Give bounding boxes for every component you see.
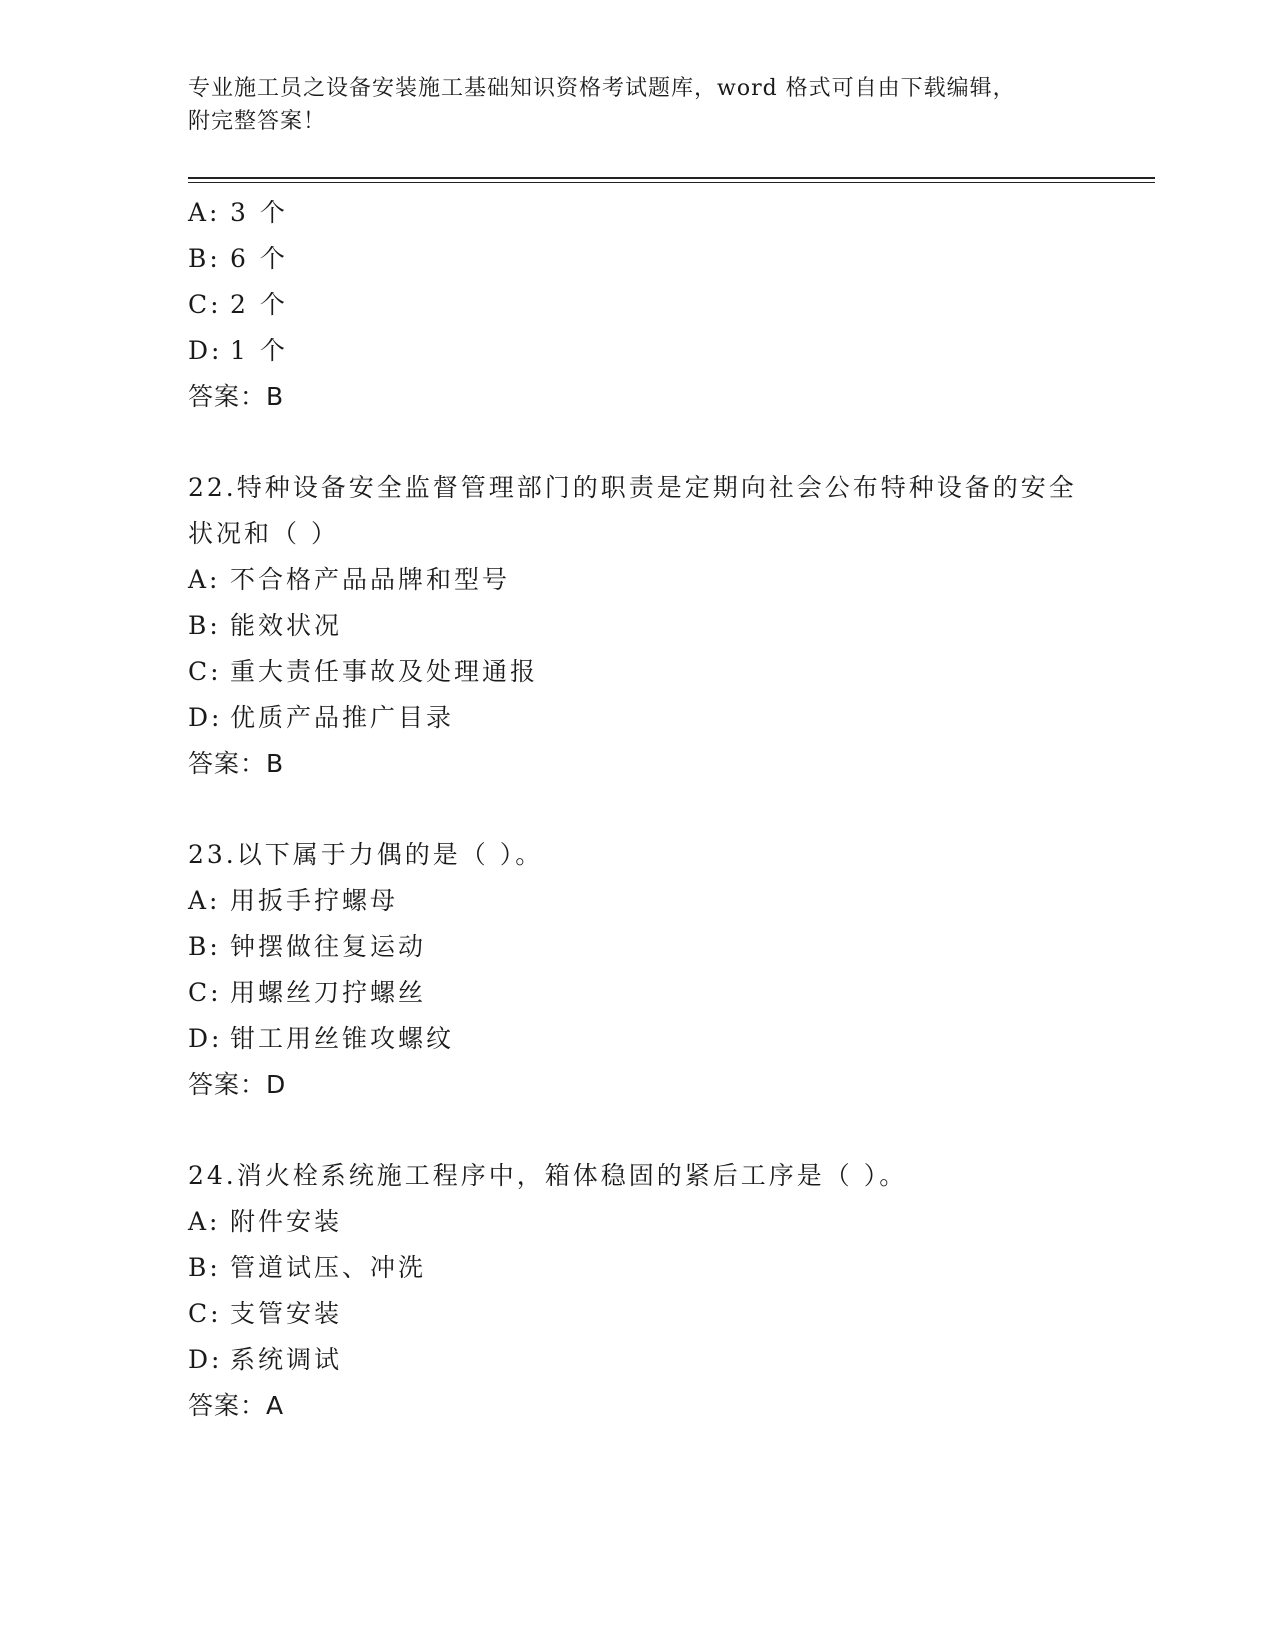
option-text: 能效状况 <box>230 611 343 640</box>
option-text: 支管安装 <box>230 1299 343 1328</box>
option-label: C: <box>188 657 222 686</box>
question-title: 23.以下属于力偶的是（ ）。 <box>188 840 544 869</box>
option-label: A: <box>188 565 221 594</box>
option-row <box>188 236 1148 282</box>
question-block <box>188 190 1148 420</box>
option-text: 系统调试 <box>230 1345 343 1374</box>
option-row <box>188 603 1148 649</box>
option-row <box>188 557 1148 603</box>
answer-line: 答案：A <box>188 1391 285 1420</box>
answer-line: 答案：D <box>188 1070 287 1099</box>
question-block <box>188 832 1148 1108</box>
option-row <box>188 924 1148 970</box>
header-line-2: 附完整答案！ <box>188 109 327 134</box>
option-text: 附件安装 <box>230 1207 343 1236</box>
question-list <box>188 190 1148 1429</box>
option-text: 重大责任事故及处理通报 <box>230 657 539 686</box>
option-text: 优质产品推广目录 <box>230 703 455 732</box>
option-label: C: <box>188 1299 222 1328</box>
question-title: 24.消火栓系统施工程序中，箱体稳固的紧后工序是（ ）。 <box>188 1161 908 1190</box>
option-text: 1 个 <box>230 336 288 365</box>
option-row <box>188 649 1148 695</box>
answer-line: 答案：B <box>188 382 285 411</box>
option-row <box>188 1245 1148 1291</box>
option-label: A: <box>188 886 221 915</box>
option-label: D: <box>188 1345 223 1374</box>
option-label: B: <box>188 611 221 640</box>
question-block <box>188 465 1148 787</box>
option-text: 用螺丝刀拧螺丝 <box>230 978 427 1007</box>
option-label: C: <box>188 290 222 319</box>
option-text: 管道试压、冲洗 <box>230 1253 427 1282</box>
answer-line: 答案：B <box>188 749 285 778</box>
option-row <box>188 878 1148 924</box>
option-text: 2 个 <box>230 290 288 319</box>
option-label: B: <box>188 1253 221 1282</box>
option-label: A: <box>188 1207 221 1236</box>
option-text: 用扳手拧螺母 <box>230 886 399 915</box>
option-label: B: <box>188 244 221 273</box>
option-label: D: <box>188 1024 223 1053</box>
option-row <box>188 970 1148 1016</box>
option-label: D: <box>188 336 223 365</box>
question-title: 22.特种设备安全监督管理部门的职责是定期向社会公布特种设备的安全状况和（ ） <box>188 473 1077 548</box>
document-header <box>188 72 1088 138</box>
header-divider-thin <box>188 182 1155 183</box>
option-text: 不合格产品品牌和型号 <box>230 565 511 594</box>
option-row <box>188 695 1148 741</box>
option-row <box>188 328 1148 374</box>
option-label: B: <box>188 932 221 961</box>
option-row <box>188 1199 1148 1245</box>
option-row <box>188 190 1148 236</box>
option-label: C: <box>188 978 222 1007</box>
option-label: A: <box>188 198 221 227</box>
question-block <box>188 1153 1148 1429</box>
option-row <box>188 1337 1148 1383</box>
option-text: 钟摆做往复运动 <box>230 932 427 961</box>
option-text: 6 个 <box>230 244 288 273</box>
option-text: 3 个 <box>230 198 288 227</box>
option-row <box>188 1291 1148 1337</box>
header-divider-thick <box>188 177 1155 179</box>
option-text: 钳工用丝锥攻螺纹 <box>230 1024 455 1053</box>
option-row <box>188 282 1148 328</box>
option-row <box>188 1016 1148 1062</box>
option-label: D: <box>188 703 223 732</box>
header-line-1: 专业施工员之设备安装施工基础知识资格考试题库，word 格式可自由下载编辑， <box>188 76 1016 101</box>
